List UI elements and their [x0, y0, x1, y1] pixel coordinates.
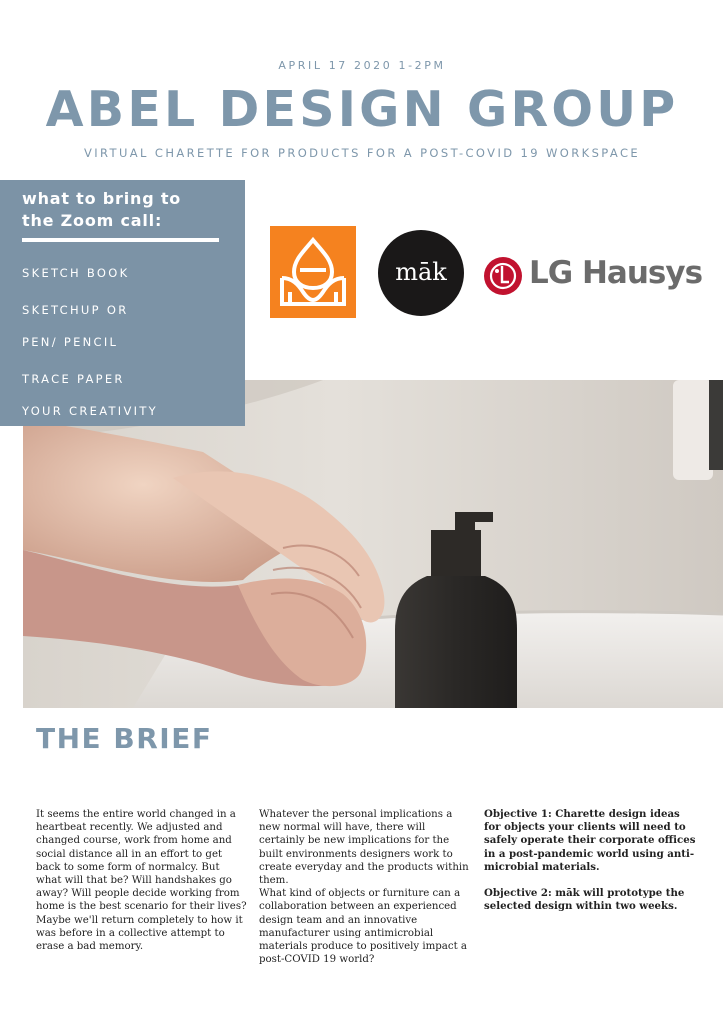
- page-subtitle: VIRTUAL CHARETTE FOR PRODUCTS FOR A POST-COVID 19 WORKSPACE: [83, 146, 641, 160]
- bring-item-sketchup: SKETCHUP OR: [22, 303, 129, 317]
- mak-logo-disc: māk: [378, 230, 464, 316]
- abel-logo: [270, 226, 356, 318]
- page-title: ABEL DESIGN GROUP: [45, 81, 679, 138]
- bring-divider: [22, 238, 219, 242]
- brief-question-paragraph: What kind of objects or furniture can a collaboration between an experienced design team and an innovative manufacturer using antimicrobial materials produce to positively impact a post-COVID 19 world?: [259, 888, 467, 966]
- lg-face-icon: [483, 256, 523, 296]
- bring-item-sketch-book: SKETCH BOOK: [22, 266, 130, 280]
- brief-column-1: [36, 808, 248, 953]
- lg-hausys-wordmark: LG Hausys: [529, 255, 703, 291]
- abel-knot-icon: [270, 226, 356, 318]
- brief-implications-paragraph: Whatever the personal implications a new normal will have, there will certainly be new implications for the built environments designers work to create everyday and the products within them.: [259, 809, 469, 887]
- brief-intro-paragraph: It seems the entire world changed in a heartbeat recently. We adjusted and changed course, work from home and social distance all in an effort to get back to some form of normalcy. But what will that be? Will handshakes go away? Will people decide working from home is the best scenario for their lives? Maybe we'll return completely to how it was before in a collective attempt to erase a bad memory.: [36, 809, 247, 953]
- handwashing-photo: [23, 380, 723, 708]
- bring-item-pen-pencil: PEN/ PENCIL: [22, 335, 119, 349]
- objective-2: Objective 2: māk will prototype the selected design within two weeks.: [484, 887, 685, 913]
- brief-heading: THE BRIEF: [36, 722, 213, 755]
- bring-item-creativity: YOUR CREATIVITY: [22, 404, 158, 418]
- mak-logo: [372, 226, 468, 320]
- objective-1: Objective 1: Charette design ideas for objects your clients will need to safely operate their corporate offices in a post-pandemic world using anti-microbial materials.: [484, 808, 696, 873]
- bring-item-trace-paper: TRACE PAPER: [22, 372, 125, 386]
- brief-column-3: [484, 808, 699, 913]
- brief-column-2: [259, 808, 473, 966]
- event-date: APRIL 17 2020 1-2PM: [278, 59, 446, 72]
- lg-hausys-logo: [483, 254, 703, 298]
- bring-heading: what to bring to the Zoom call:: [22, 189, 182, 230]
- bring-panel: [0, 180, 245, 426]
